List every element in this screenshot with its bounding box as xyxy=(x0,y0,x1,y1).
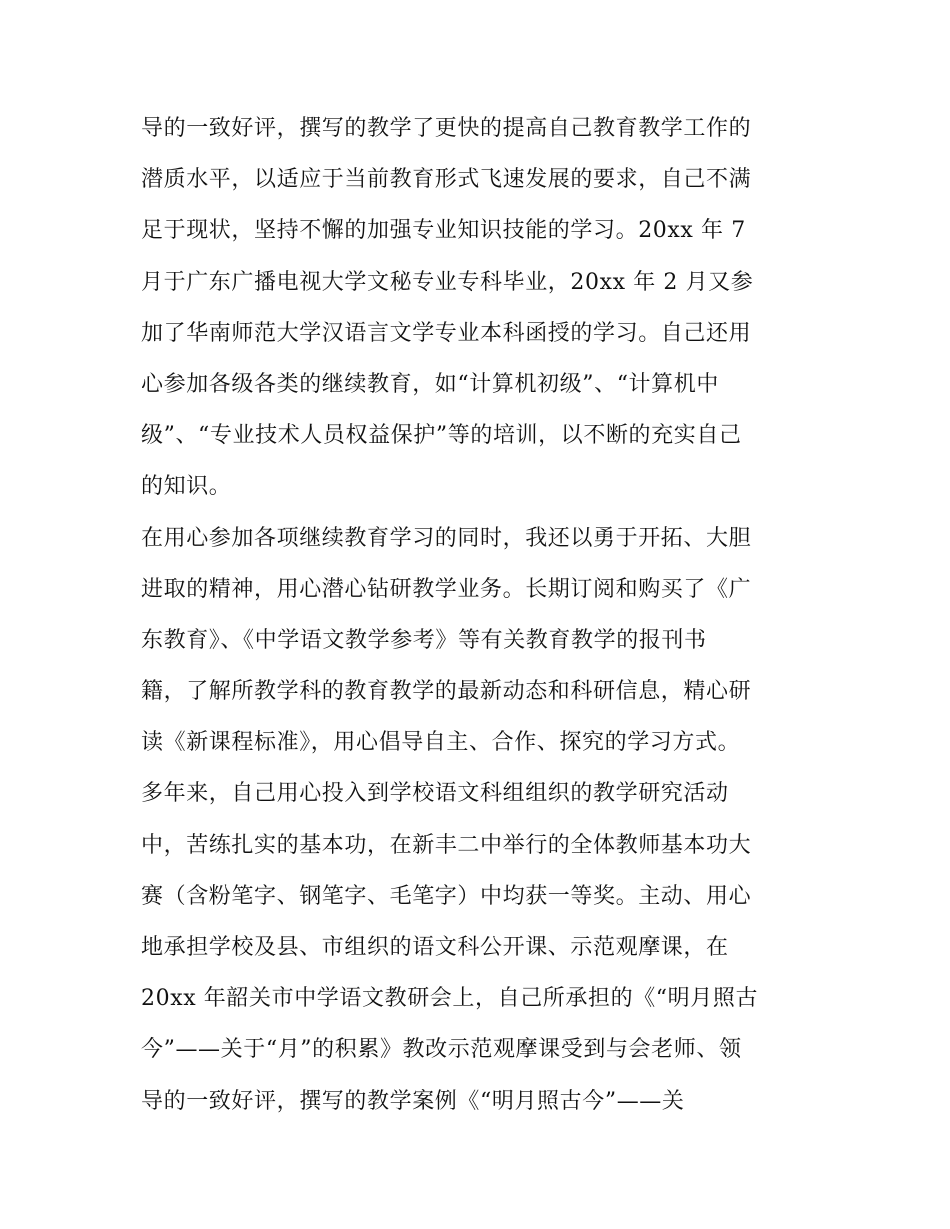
text-line: 月于广东广播电视大学文秘专业专科毕业，20xx 年 2 月又参 xyxy=(141,269,754,295)
text-line: 级”、“专业技术人员权益保护”等的培训，以不断的充实自己 xyxy=(141,423,742,449)
text-line: 中，苦练扎实的基本功，在新丰二中举行的全体教师基本功大 xyxy=(141,832,752,858)
text-line: 足于现状，坚持不懈的加强专业知识技能的学习。20xx 年 7 xyxy=(141,218,746,244)
text-line: 在用心参加各项继续教育学习的同时，我还以勇于开拓、大胆 xyxy=(141,525,752,551)
text-line: 读《新课程标准》，用心倡导自主、合作、探究的学习方式。 xyxy=(141,730,741,756)
text-line: 20xx 年韶关市中学语文教研会上，自己所承担的《“明月照古 xyxy=(141,986,759,1012)
text-line: 潜质水平，以适应于当前教育形式飞速发展的要求，自己不满 xyxy=(141,167,752,193)
text-line: 籍，了解所教学科的教育教学的最新动态和科研信息，精心研 xyxy=(141,679,752,705)
text-line: 今”——关于“月”的积累》教改示范观摩课受到与会老师、领 xyxy=(141,1037,742,1063)
text-line: 加了华南师范大学汉语言文学专业本科函授的学习。自己还用 xyxy=(141,320,752,346)
text-line: 的知识。 xyxy=(141,474,232,500)
text-line: 多年来，自己用心投入到学校语文科组组织的教学研究活动 xyxy=(141,781,729,807)
body-text xyxy=(141,109,821,1133)
text-line: 东教育》、《中学语文教学参考》等有关教育教学的报刊书 xyxy=(141,627,707,653)
text-line: 心参加各级各类的继续教育，如“计算机初级”、“计算机中 xyxy=(141,371,719,397)
text-line: 地承担学校及县、市组织的语文科公开课、示范观摩课，在 xyxy=(141,935,729,960)
text-line: 赛（含粉笔字、钢笔字、毛笔字）中均获一等奖。主动、用心 xyxy=(141,883,752,909)
text-line: 导的一致好评，撰写的教学了更快的提高自己教育教学工作的 xyxy=(141,116,752,141)
text-line: 导的一致好评，撰写的教学案例《“明月照古今”——关 xyxy=(141,1088,685,1114)
text-line: 进取的精神，用心潜心钻研教学业务。长期订阅和购买了《广 xyxy=(141,576,752,602)
